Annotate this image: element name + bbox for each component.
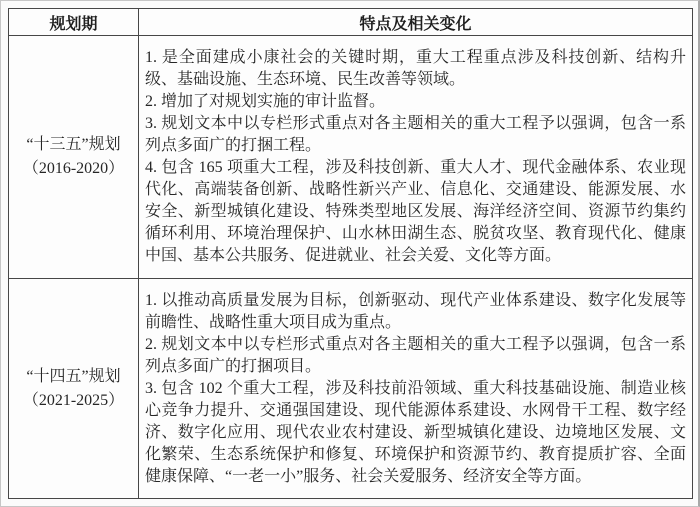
features-cell-13th <box>139 36 693 279</box>
period-years: （2016-2020） <box>22 160 125 177</box>
planning-period-table <box>8 8 693 499</box>
table-header-row <box>9 9 693 36</box>
period-cell-14th <box>9 279 139 499</box>
header-features-changes: 特点及相关变化 <box>139 9 693 36</box>
feature-item: 1. 以推动高质量发展为目标，创新驱动、现代产业体系建设、数字化发展等前瞻性、战略性重大项目成为重点。 <box>145 291 686 331</box>
feature-item: 3. 包含 102 个重大工程，涉及科技前沿领域、重大科技基础设施、制造业核心竞争力提升、交通强国建设、现代能源体系建设、水网骨干工程、数字经济、数字化应用、现代农业农村建设、新型城镇化建设、边境地区发展、文化繁荣、生态系统保护和修复、环境保护和资源节约、教育提质扩容、全面健康保障、“一老一小”服务、社会关爱服务、经济安全等方面。 <box>145 379 686 485</box>
feature-item: 3. 规划文本中以专栏形式重点对各主题相关的重大工程予以强调，包含一系列点多面广的打捆工程。 <box>145 115 686 154</box>
feature-item: 4. 包含 165 项重大工程，涉及科技创新、重大人才、现代金融体系、农业现代化、高端装备创新、战略性新兴产业、信息化、交通建设、能源发展、水安全、新型城镇化建设、特殊类型地区发展、海洋经济空间、资源节约集约循环利用、环境治理保护、山水林田湖生态、脱贫攻坚、教育现代化、健康中国、基本公共服务、促进就业、社会关爱、文化等方面。 <box>145 159 686 264</box>
feature-item: 2. 规划文本中以专栏形式重点对各主题相关的重大工程予以强调，包含一系列点多面广的打捆项目。 <box>145 335 686 375</box>
feature-item: 2. 增加了对规划实施的审计监督。 <box>145 93 386 110</box>
table-row-14th-plan <box>9 279 693 499</box>
period-name: “十三五”规划 <box>26 136 121 153</box>
period-years: （2021-2025） <box>22 391 125 409</box>
features-cell-14th <box>139 279 693 499</box>
period-cell-13th <box>9 36 139 279</box>
table-row-13th-plan <box>9 36 693 279</box>
period-name: “十四五”规划 <box>26 367 121 385</box>
feature-item: 1. 是全面建成小康社会的关键时期，重大工程重点涉及科技创新、结构升级、基础设施、生态环境、民生改善等领域。 <box>145 49 686 88</box>
header-planning-period: 规划期 <box>9 9 139 36</box>
